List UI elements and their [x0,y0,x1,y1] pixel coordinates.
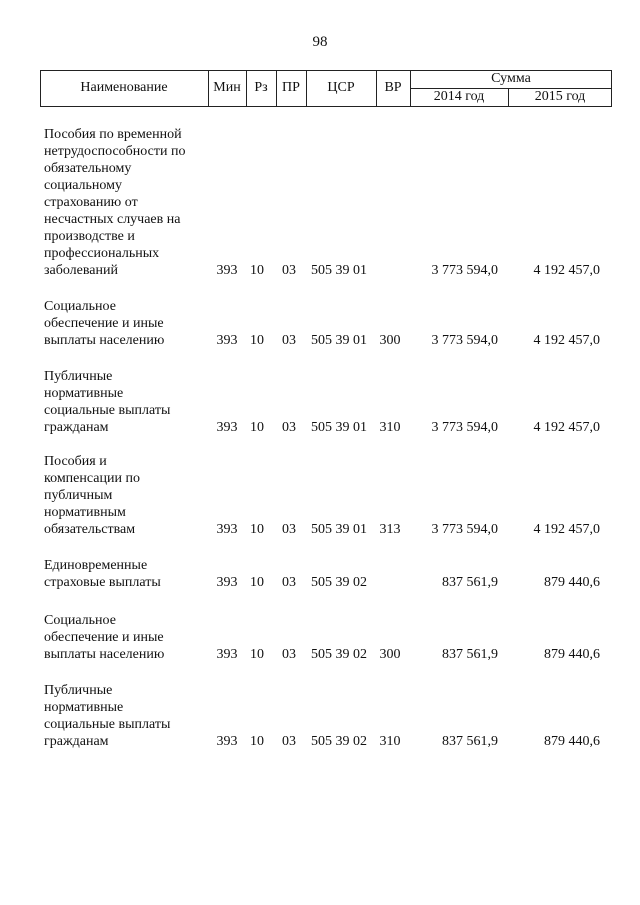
item-name-line: нетрудоспособности по [44,144,186,159]
header-year-2015: 2015 год [534,89,586,104]
rz-cell: 10 [250,647,264,662]
pr-cell: 03 [282,263,296,278]
csr-cell: 505 39 02 [311,575,367,590]
csr-cell: 505 39 02 [311,734,367,749]
sum-2014-cell: 837 561,9 [442,647,498,662]
item-name-line: страхованию от [44,195,138,210]
item-name-line: социальные выплаты [44,403,171,418]
sum-2014-cell: 3 773 594,0 [431,420,498,435]
min-cell: 393 [216,522,238,537]
rz-cell: 10 [250,575,264,590]
pr-cell: 03 [282,420,296,435]
sum-2014-cell: 3 773 594,0 [431,263,498,278]
item-name-line: выплаты населению [44,333,165,348]
sum-2015-cell: 4 192 457,0 [533,333,600,348]
item-name-line: производстве и [44,229,135,244]
vr-cell: 300 [379,647,401,662]
csr-cell: 505 39 01 [311,522,367,537]
header-vr: ВР [384,80,402,95]
item-name-line: Пособия и [44,454,107,469]
item-name-line: социальному [44,178,122,193]
item-name-line: компенсации по [44,471,140,486]
item-name-line: нормативные [44,700,124,715]
sum-2014-cell: 837 561,9 [442,734,498,749]
item-name-line: обеспечение и иные [44,316,164,331]
vr-cell: 300 [379,333,401,348]
min-cell: 393 [216,575,238,590]
pr-cell: 03 [282,575,296,590]
item-name [44,453,214,538]
item-name-line: социальные выплаты [44,717,171,732]
header-csr: ЦСР [327,80,355,95]
item-name-line: страховые выплаты [44,575,161,590]
rz-cell: 10 [250,420,264,435]
item-name-line: нормативным [44,505,126,520]
header-name: Наименование [80,80,168,95]
csr-cell: 505 39 01 [311,263,367,278]
item-name-line: обязательствам [44,522,136,537]
item-name-line: Социальное [44,613,116,628]
item-name [44,557,214,591]
header-min: Мин [213,80,241,95]
rz-cell: 10 [250,263,264,278]
page-number: 98 [312,34,328,50]
item-name-line: обязательному [44,161,132,176]
item-name-line: обеспечение и иные [44,630,164,645]
rz-cell: 10 [250,333,264,348]
rz-cell: 10 [250,522,264,537]
pr-cell: 03 [282,734,296,749]
vr-cell: 310 [379,420,401,435]
item-name-line: заболеваний [44,263,118,278]
pr-cell: 03 [282,522,296,537]
min-cell: 393 [216,647,238,662]
min-cell: 393 [216,734,238,749]
sum-2014-cell: 3 773 594,0 [431,333,498,348]
vr-cell: 310 [379,734,401,749]
sum-2015-cell: 879 440,6 [544,575,600,590]
vr-cell: 313 [379,522,401,537]
item-name-line: Публичные [44,683,113,698]
item-name-line: Публичные [44,369,113,384]
item-name-line: Единовременные [44,558,148,573]
item-name [44,368,214,436]
item-name-line: несчастных случаев на [44,212,181,227]
sum-2015-cell: 4 192 457,0 [533,522,600,537]
sum-2014-cell: 837 561,9 [442,575,498,590]
item-name-line: выплаты населению [44,647,165,662]
item-name-line: Социальное [44,299,116,314]
item-name-line: Пособия по временной [44,127,182,142]
rz-cell: 10 [250,734,264,749]
min-cell: 393 [216,263,238,278]
sum-2015-cell: 4 192 457,0 [533,263,600,278]
item-name [44,298,214,349]
item-name-line: гражданам [44,420,109,435]
header-pr: ПР [282,80,300,95]
item-name [44,126,214,279]
item-name [44,612,214,663]
header-bottom-border [40,106,612,107]
min-cell: 393 [216,333,238,348]
item-name-line: гражданам [44,734,109,749]
csr-cell: 505 39 01 [311,333,367,348]
item-name-line: публичным [44,488,113,503]
csr-cell: 505 39 02 [311,647,367,662]
pr-cell: 03 [282,333,296,348]
item-name [44,682,214,750]
header-sum: Сумма [491,71,531,86]
min-cell: 393 [216,420,238,435]
csr-cell: 505 39 01 [311,420,367,435]
header-rz: Рз [254,80,268,95]
pr-cell: 03 [282,647,296,662]
sum-2014-cell: 3 773 594,0 [431,522,498,537]
sum-2015-cell: 879 440,6 [544,734,600,749]
item-name-line: профессиональных [44,246,160,261]
sum-2015-cell: 4 192 457,0 [533,420,600,435]
table-header [40,70,612,106]
item-name-line: нормативные [44,386,124,401]
sum-2015-cell: 879 440,6 [544,647,600,662]
header-year-2014: 2014 год [433,89,485,104]
